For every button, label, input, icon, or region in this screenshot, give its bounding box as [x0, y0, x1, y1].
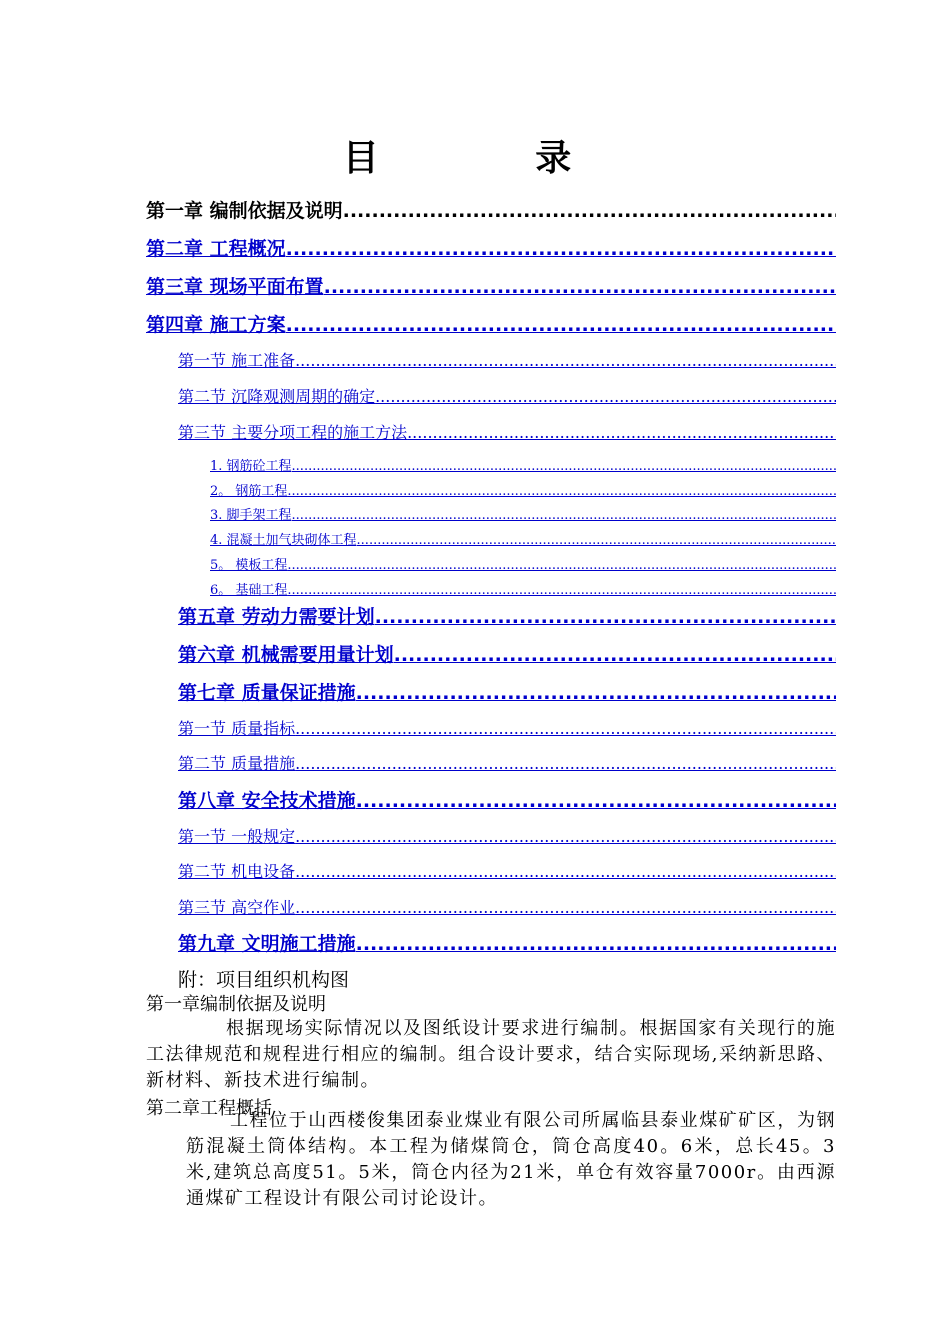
- toc-entry-subsection[interactable]: [210, 455, 836, 474]
- toc-entry-label: 5。 模板工程: [210, 558, 288, 573]
- toc-entry-label: 第五章 劳动力需要计划: [178, 606, 375, 628]
- toc-leader: [292, 508, 836, 523]
- paragraph: [186, 1110, 836, 1212]
- toc-leader: [295, 719, 836, 738]
- toc-entry-chapter-7[interactable]: [178, 678, 836, 705]
- toc-leader: [295, 754, 836, 773]
- toc-entry-label: 2。 钢筋工程: [210, 484, 288, 499]
- toc-title: 目 录: [342, 138, 644, 179]
- toc-entry-label: 6。 基础工程: [210, 583, 288, 598]
- toc-leader: [295, 351, 836, 370]
- toc-entry-label: 第一节 质量指标: [178, 719, 296, 738]
- toc-entry-chapter-8[interactable]: [178, 786, 836, 813]
- toc-leader: [394, 644, 836, 666]
- toc-entry-subsection[interactable]: [210, 480, 836, 499]
- toc-entry-label: 第二节 沉降观测周期的确定: [178, 387, 376, 406]
- toc-leader: [287, 583, 836, 598]
- section-heading: 第一章编制依据及说明: [146, 994, 326, 1015]
- toc-leader: [287, 558, 836, 573]
- toc-entry-chapter-6[interactable]: [178, 640, 836, 667]
- toc-entry-chapter-9[interactable]: [178, 929, 836, 956]
- toc-leader: [375, 606, 836, 628]
- toc-leader: [295, 827, 836, 846]
- toc-entry-label: 第三节 主要分项工程的施工方法: [178, 423, 408, 442]
- toc-entry-label: 1. 钢筋砼工程: [210, 459, 292, 474]
- toc-entry-label: 第六章 机械需要用量计划: [178, 644, 394, 666]
- toc-entry-section[interactable]: [178, 824, 836, 847]
- toc-leader: [357, 533, 836, 548]
- toc-entry-chapter-4[interactable]: [146, 310, 836, 337]
- toc-entry-label: 第二节 质量措施: [178, 754, 296, 773]
- toc-leader: [375, 387, 836, 406]
- toc-entry-section[interactable]: [178, 420, 836, 443]
- toc-leader: [356, 933, 836, 955]
- toc-leader: [286, 314, 836, 336]
- toc-entry-label: 第一章 编制依据及说明: [146, 200, 343, 222]
- toc-entry-label: 第三节 高空作业: [178, 898, 296, 917]
- section-heading: 第二章工程概括: [146, 1098, 272, 1119]
- toc-entry-label: 第九章 文明施工措施: [178, 933, 356, 955]
- toc-leader: [324, 276, 836, 298]
- toc-entry-label: 第二章 工程概况: [146, 238, 286, 260]
- toc-entry-label: 第二节 机电设备: [178, 862, 296, 881]
- appendix-line: 附：项目组织机构图: [178, 969, 350, 991]
- toc-entry-label: 第三章 现场平面布置: [146, 276, 324, 298]
- toc-leader: [295, 862, 836, 881]
- toc-leader: [343, 200, 836, 222]
- toc-leader: [286, 238, 836, 260]
- toc-entry-chapter-2[interactable]: [146, 234, 836, 261]
- toc-entry-chapter-5[interactable]: [178, 602, 836, 629]
- toc-entry-subsection[interactable]: [210, 504, 836, 523]
- toc-entry-label: 第八章 安全技术措施: [178, 790, 356, 812]
- toc-leader: [356, 682, 836, 704]
- toc-entry-subsection[interactable]: [210, 529, 836, 548]
- toc-entry-label: 第一节 施工准备: [178, 351, 296, 370]
- toc-entry-section[interactable]: [178, 384, 836, 407]
- toc-entry-label: 第七章 质量保证措施: [178, 682, 356, 704]
- toc-entry-section[interactable]: [178, 348, 836, 371]
- toc-entry-section[interactable]: [178, 716, 836, 739]
- toc-entry-chapter-1[interactable]: [146, 196, 836, 223]
- toc-leader: [356, 790, 836, 812]
- toc-leader: [287, 484, 836, 499]
- toc-entry-label: 3. 脚手架工程: [210, 508, 292, 523]
- toc-entry-subsection[interactable]: [210, 579, 836, 598]
- toc-leader: [407, 423, 836, 442]
- toc-entry-label: 4. 混凝土加气块砌体工程: [210, 533, 357, 548]
- toc-leader: [295, 898, 836, 917]
- toc-entry-section[interactable]: [178, 751, 836, 774]
- toc-entry-subsection[interactable]: [210, 554, 836, 573]
- paragraph: 根据现场实际情况以及图纸设计要求进行编制。根据国家有关现行的施工法律规范和规程进行相应的编制。组合设计要求，结合实际现场,采纳新思路、新材料、新技术进行编制。: [146, 1018, 836, 1091]
- toc-entry-chapter-3[interactable]: [146, 272, 836, 299]
- toc-entry-label: 第一节 一般规定: [178, 827, 296, 846]
- toc-entry-section[interactable]: [178, 895, 836, 918]
- paragraph-text: 工程位于山西楼俊集团泰业煤业有限公司所属临县泰业煤矿矿区，为钢筋混凝土筒体结构。本工程为储煤筒仓，筒仓高度40。6米，总长45。3米,建筑总高度51。5米，筒仓内径为21米，单仓有效容量7000r。由西源通煤矿工程设计有限公司讨论设计。: [186, 1110, 836, 1209]
- toc-leader: [292, 459, 836, 474]
- toc-entry-section[interactable]: [178, 859, 836, 882]
- toc-entry-label: 第四章 施工方案: [146, 314, 286, 336]
